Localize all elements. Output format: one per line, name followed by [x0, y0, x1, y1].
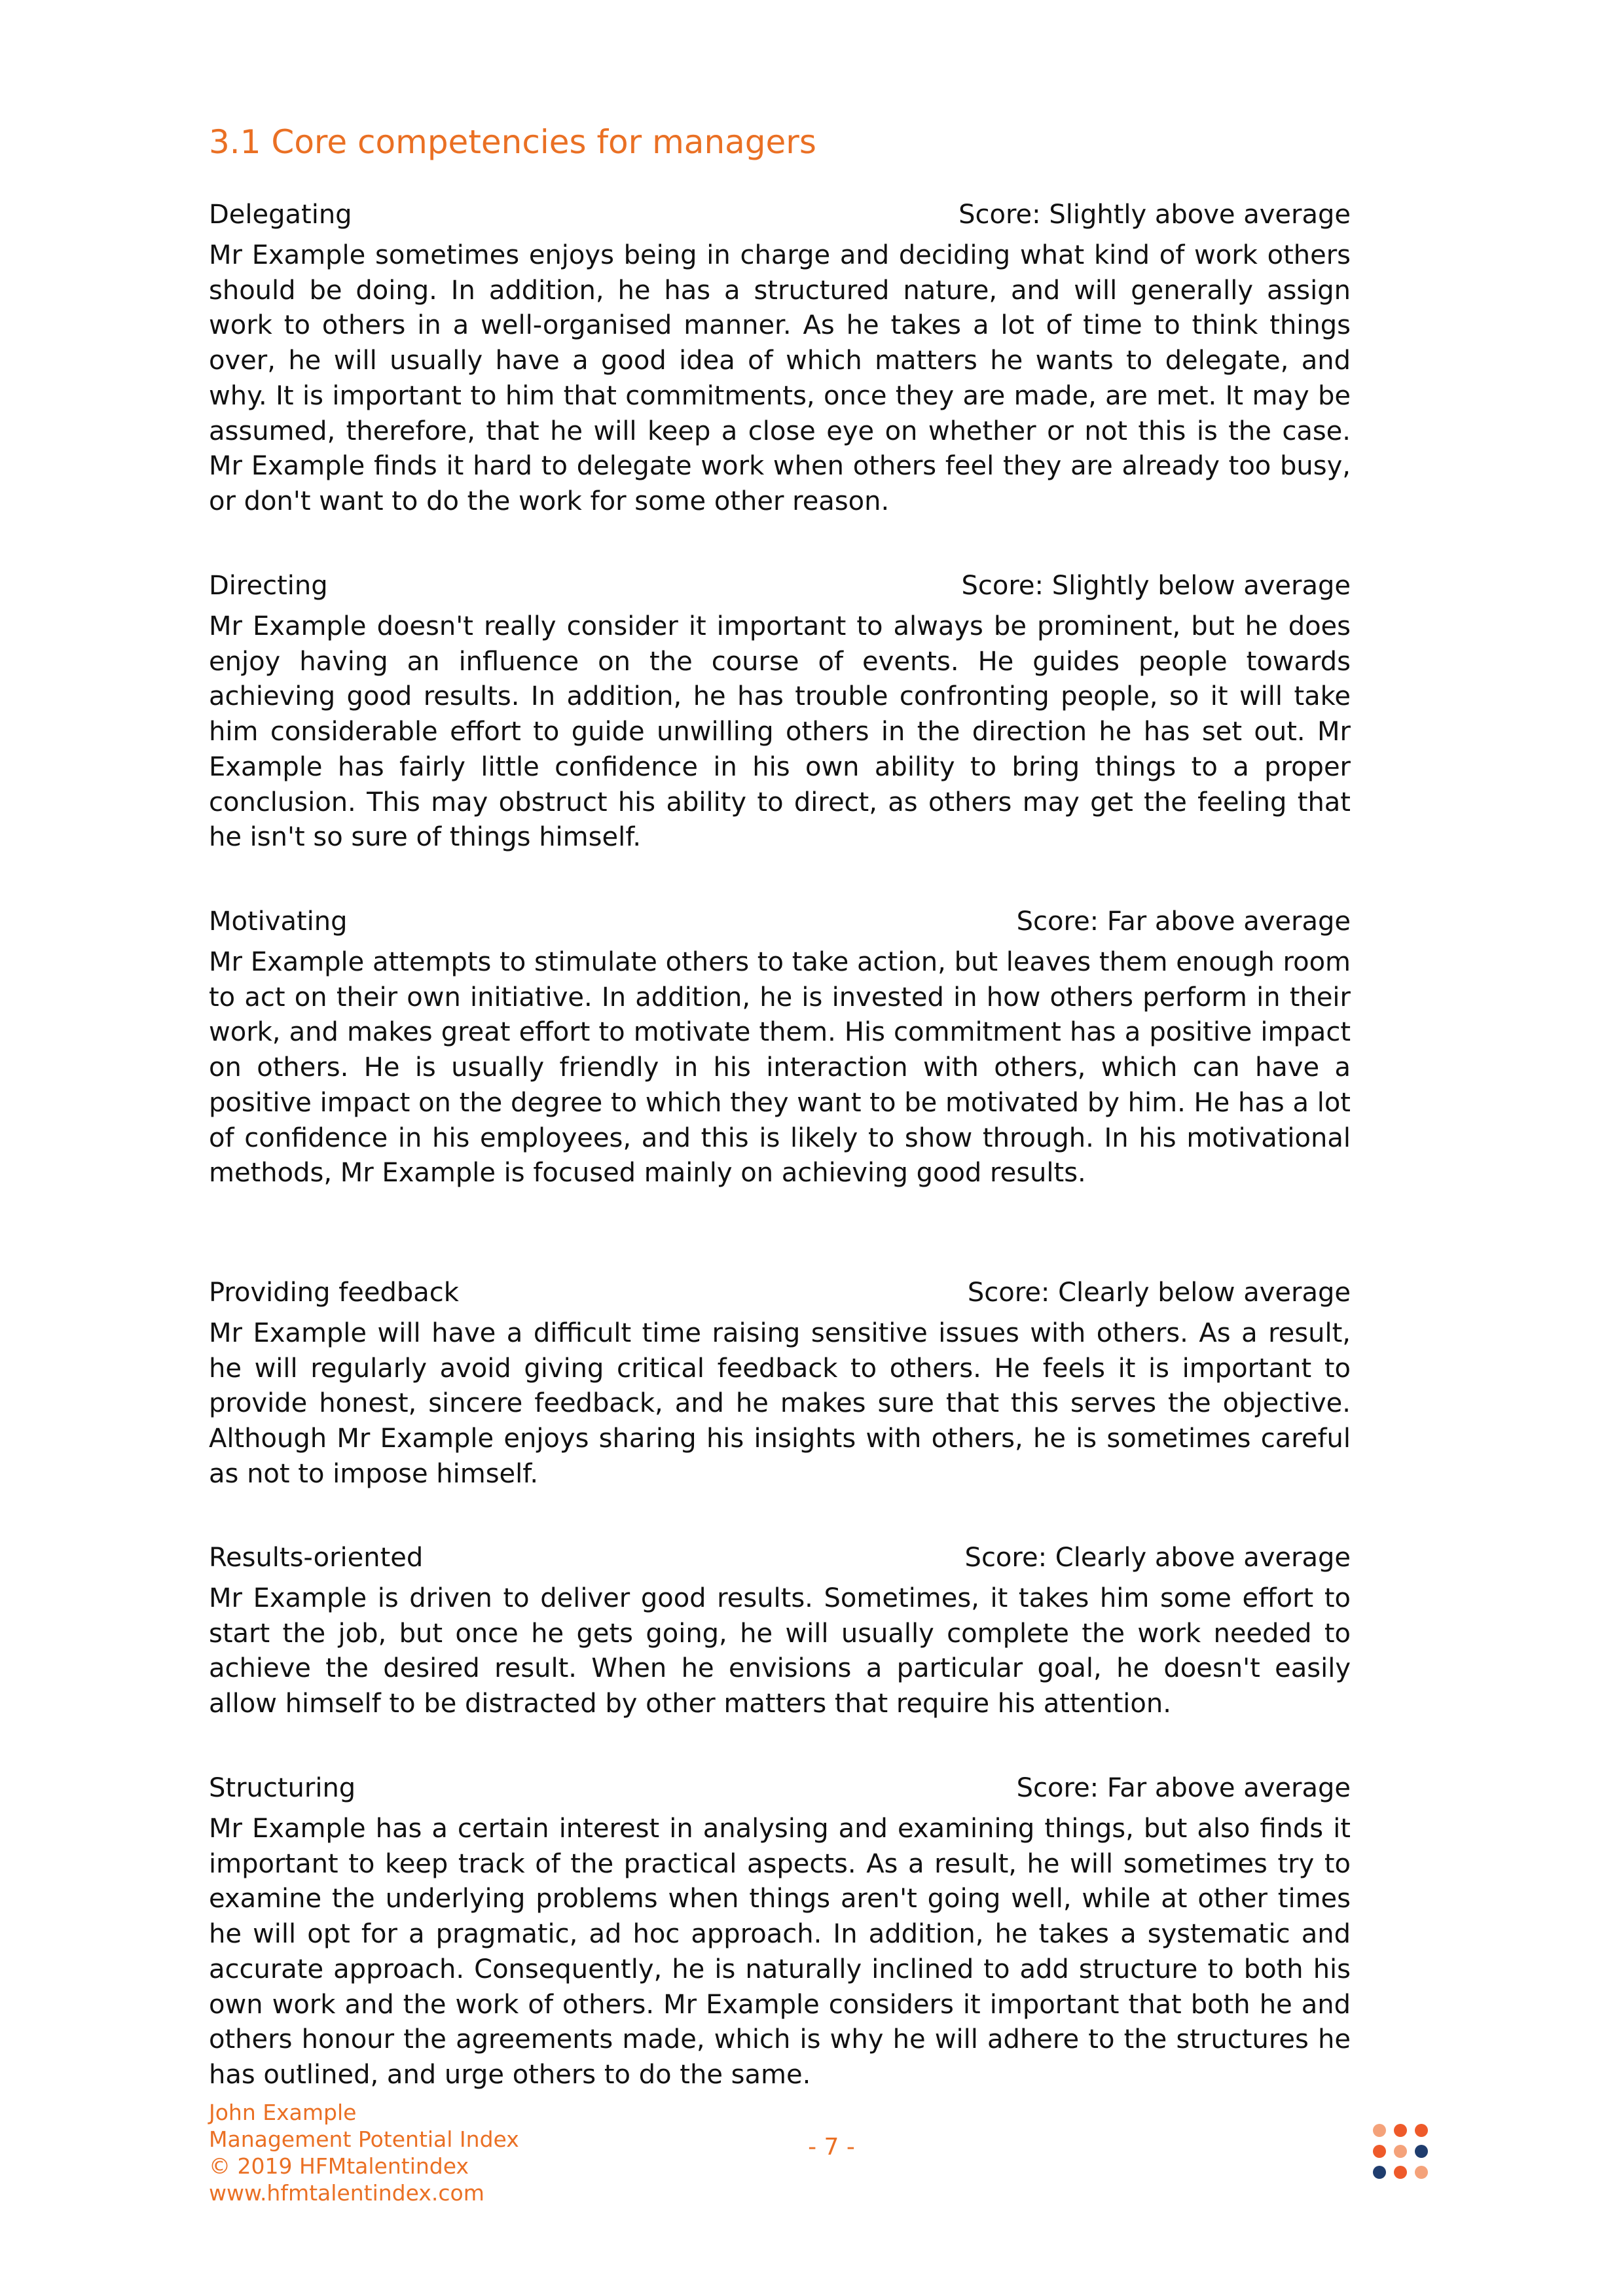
section-text: Mr Example sometimes enjoys being in charge and deciding what kind of work others should be doing. In addition, he has a structured nature, and will generally assign work to others in a well-organised manner. As he takes a lot of time to think things over, he will usually have a good idea of which matters he wants to delegate, and why. It is important to him that commitments, once they are made, are met. It may be assumed, therefore, that he will keep a close eye on whether or not this is the case. Mr Example finds it hard to delegate work when others feel they are already too busy, or don't want to do the work for some other reason. — [209, 240, 1351, 516]
footer-copyright: © 2019 HFMtalentindex — [209, 2153, 469, 2179]
logo-dot — [1394, 2145, 1407, 2158]
section-score: Score: Far above average — [1016, 1773, 1351, 1803]
section-header — [209, 567, 1351, 604]
section-text: Mr Example doesn't really consider it important to always be prominent, but he does enjoy having an influence on the course of events. He guides people towards achieving good results. In addition, he has trouble confronting people, so it will take him considerable effort to guide unwilling others in the direction he has set out. Mr Example has fairly little confidence in his own ability to bring things to a proper conclusion. This may obstruct his ability to direct, as others may get the feeling that he isn't so sure of things himself. — [209, 611, 1351, 853]
logo-dot — [1394, 2124, 1407, 2137]
footer-website[interactable]: www.hfmtalentindex.com — [209, 2180, 484, 2206]
section-title: Motivating — [209, 906, 348, 937]
footer-name: John Example — [209, 2100, 357, 2125]
section-directing — [209, 567, 1351, 855]
logo-dot — [1373, 2145, 1386, 2158]
section-header — [209, 1539, 1351, 1576]
section-results-oriented — [209, 1539, 1351, 1722]
section-score: Score: Slightly below average — [961, 571, 1351, 601]
section-header — [209, 1770, 1351, 1806]
section-title: Structuring — [209, 1773, 356, 1803]
section-delegating — [209, 196, 1351, 520]
section-header — [209, 196, 1351, 233]
page-number: - 7 - — [808, 2134, 855, 2161]
hfm-logo-icon — [1370, 2121, 1432, 2183]
section-title: Results-oriented — [209, 1543, 424, 1573]
footer-report: Management Potential Index — [209, 2126, 519, 2152]
section-header — [209, 903, 1351, 940]
section-header — [209, 1274, 1351, 1311]
section-text: Mr Example attempts to stimulate others to take action, but leaves them enough room to act on their own initiative. In addition, he is invested in how others perform in their work, and makes great effort to motivate them. His commitment has a positive impact on others. He is usually friendly in his interaction with others, which can have a positive impact on the degree to which they want to be motivated by him. He has a lot of confidence in his employees, and this is likely to show through. In his motivational methods, Mr Example is focused mainly on achieving good results. — [209, 947, 1351, 1189]
section-text: Mr Example will have a difficult time raising sensitive issues with others. As a result, he will regularly avoid giving critical feedback to others. He feels it is important to provide honest, sincere feedback, and he makes sure that this serves the objective. Although Mr Example enjoys sharing his insights with others, he is sometimes careful as not to impose himself. — [209, 1318, 1351, 1489]
section-title: Directing — [209, 571, 328, 601]
section-motivating — [209, 903, 1351, 1191]
logo-dot — [1373, 2124, 1386, 2137]
section-score: Score: Far above average — [1016, 906, 1351, 937]
section-score: Score: Clearly below average — [967, 1278, 1351, 1308]
section-text: Mr Example has a certain interest in analysing and examining things, but also finds it important to keep track of the practical aspects. As a result, he will sometimes try to examine the underlying problems when things aren't going well, while at other times he will opt for a pragmatic, ad hoc approach. In addition, he takes a systematic and accurate approach. Consequently, he is naturally inclined to add structure to both his own work and the work of others. Mr Example considers it important that both he and others honour the agreements made, which is why he will adhere to the structures he has outlined, and urge others to do the same. — [209, 1814, 1351, 2090]
section-score: Score: Clearly above average — [964, 1543, 1351, 1573]
logo-dot — [1394, 2166, 1407, 2179]
logo-dot — [1415, 2124, 1428, 2137]
section-text: Mr Example is driven to deliver good results. Sometimes, it takes him some effort to start the job, but once he gets going, he will usually complete the work needed to achieve the desired result. When he envisions a particular goal, he doesn't easily allow himself to be distracted by other matters that require his attention. — [209, 1583, 1351, 1719]
page-heading: 3.1 Core competencies for managers — [209, 123, 816, 161]
footer-info — [209, 2099, 519, 2206]
section-title: Delegating — [209, 200, 352, 230]
section-title: Providing feedback — [209, 1278, 459, 1308]
logo-dot — [1415, 2145, 1428, 2158]
section-providing-feedback — [209, 1274, 1351, 1492]
logo-dot — [1373, 2166, 1386, 2179]
section-score: Score: Slightly above average — [958, 200, 1351, 230]
section-structuring — [209, 1770, 1351, 2093]
logo-dot — [1415, 2166, 1428, 2179]
